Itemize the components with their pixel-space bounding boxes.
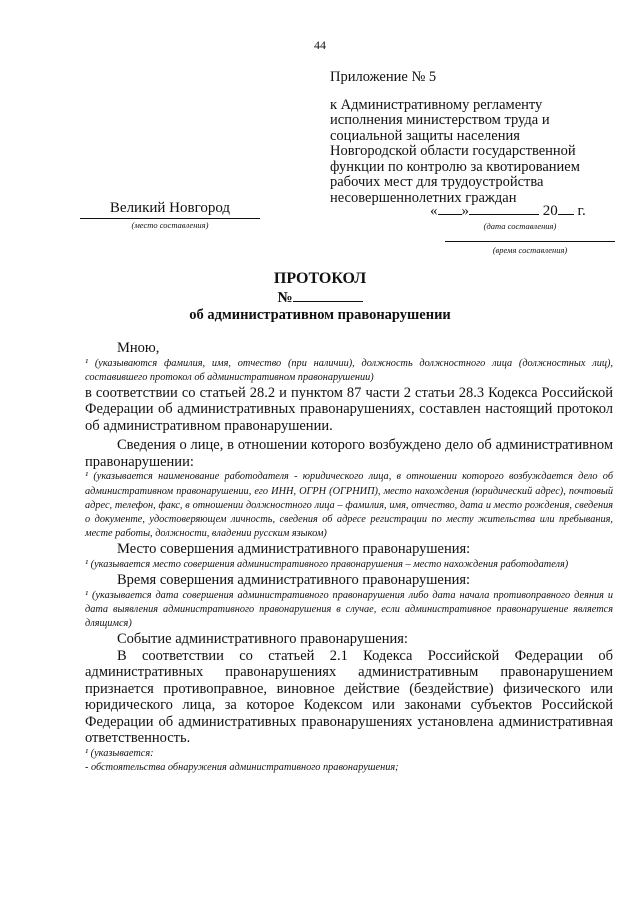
day-blank bbox=[438, 200, 462, 215]
number-blank bbox=[293, 289, 363, 302]
appendix-line: исполнения министерством труда и bbox=[330, 112, 550, 128]
place-of-compilation bbox=[80, 200, 260, 231]
appendix-line: социальной защиты населения bbox=[330, 127, 520, 144]
document-title: ПРОТОКОЛ bbox=[273, 270, 367, 287]
footnote-circumstances: - обстоятельства обнаружения административного правонарушения; bbox=[85, 761, 399, 773]
time-line bbox=[445, 241, 615, 242]
appendix-line: Новгородской области государственной bbox=[330, 143, 576, 159]
paragraph-definition: В соответствии со статьей 2.1 Кодекса Российской Федерации об административных правонарушениях административным правонарушением признается противоправное, виновное действие (бездействие) физического или юридического лица, за которое Кодексом или законами субъектов Российской Федерации об административных правонарушениях установлена административная ответственность. bbox=[85, 647, 613, 747]
footnote-compiler: ¹ (указываются фамилия, имя, отчество (при наличии), должность должностного лица (должностных лиц), составившего протокол об административном правонарушении) bbox=[85, 357, 613, 383]
appendix-line: рабочих мест для трудоустройства bbox=[330, 174, 544, 190]
footnote-time: ¹ (указывается дата совершения административного правонарушения либо дата начала противоправного деяния и дата выявления административного правонарушения в случае, если административное правонарушение является длящимся) bbox=[85, 589, 613, 630]
date-close-quote: » bbox=[461, 203, 469, 219]
date-caption: (дата составления) bbox=[483, 221, 557, 231]
footnote-employer: ¹ (указывается наименование работодателя - юридического лица, в отношении которого возбуждается дело об административном правонарушении, его ИНН, ОГРН (ОГРНИП), место нахождения (юридический адрес), почтовый адрес, телефон, факс, в отношении должностного лица – фамилия, имя, отчество, дата и место рождения, сведения о документе, удостоверяющем личность, сведения об адресе регистрации по месту жительства или пребывания, месте работы, должности, владении русским языком) bbox=[85, 471, 613, 540]
appendix-title: Приложение № 5 bbox=[330, 69, 437, 85]
date-of-compilation bbox=[430, 200, 610, 232]
year-prefix: 20 bbox=[542, 203, 558, 219]
date-field bbox=[430, 200, 610, 220]
appendix-line: несовершеннолетних граждан bbox=[330, 189, 517, 206]
number-sign: № bbox=[277, 290, 293, 306]
month-blank bbox=[469, 200, 539, 215]
appendix-block bbox=[330, 70, 630, 206]
paragraph-place: Место совершения административного правонарушения: bbox=[117, 541, 471, 558]
time-caption: (время составления) bbox=[492, 245, 568, 255]
protocol-number bbox=[0, 289, 640, 307]
place-value: Великий Новгород bbox=[80, 200, 260, 219]
appendix-line: к Административному регламенту bbox=[330, 96, 543, 113]
year-suffix: г. bbox=[577, 203, 586, 219]
year-blank bbox=[558, 200, 574, 215]
footnote-specified: ¹ (указывается: bbox=[85, 747, 154, 759]
document-body bbox=[85, 340, 613, 775]
place-caption: (место составления) bbox=[131, 220, 209, 230]
page-number: 44 bbox=[314, 38, 326, 52]
paragraph-legal-basis: в соответствии со статьей 28.2 и пунктом 87 части 2 статьи 28.3 Кодекса Российской Федерации об административных правонарушениях, составлен настоящий протокол об административном правонарушении. bbox=[85, 384, 613, 434]
date-open-quote: « bbox=[430, 203, 438, 219]
paragraph-event: Событие административного правонарушения: bbox=[117, 631, 408, 648]
paragraph-mnoyu: Мною, bbox=[117, 340, 160, 356]
footnote-place: ¹ (указывается место совершения административного правонарушения – место нахождения работодателя) bbox=[85, 558, 569, 570]
paragraph-person-info: Сведения о лице, в отношении которого возбуждено дело об административном правонарушении: bbox=[85, 437, 613, 470]
paragraph-time: Время совершения административного правонарушения: bbox=[117, 572, 471, 589]
document-subtitle: об административном правонарушении bbox=[189, 307, 451, 323]
appendix-line: функции по контролю за квотированием bbox=[330, 158, 580, 175]
